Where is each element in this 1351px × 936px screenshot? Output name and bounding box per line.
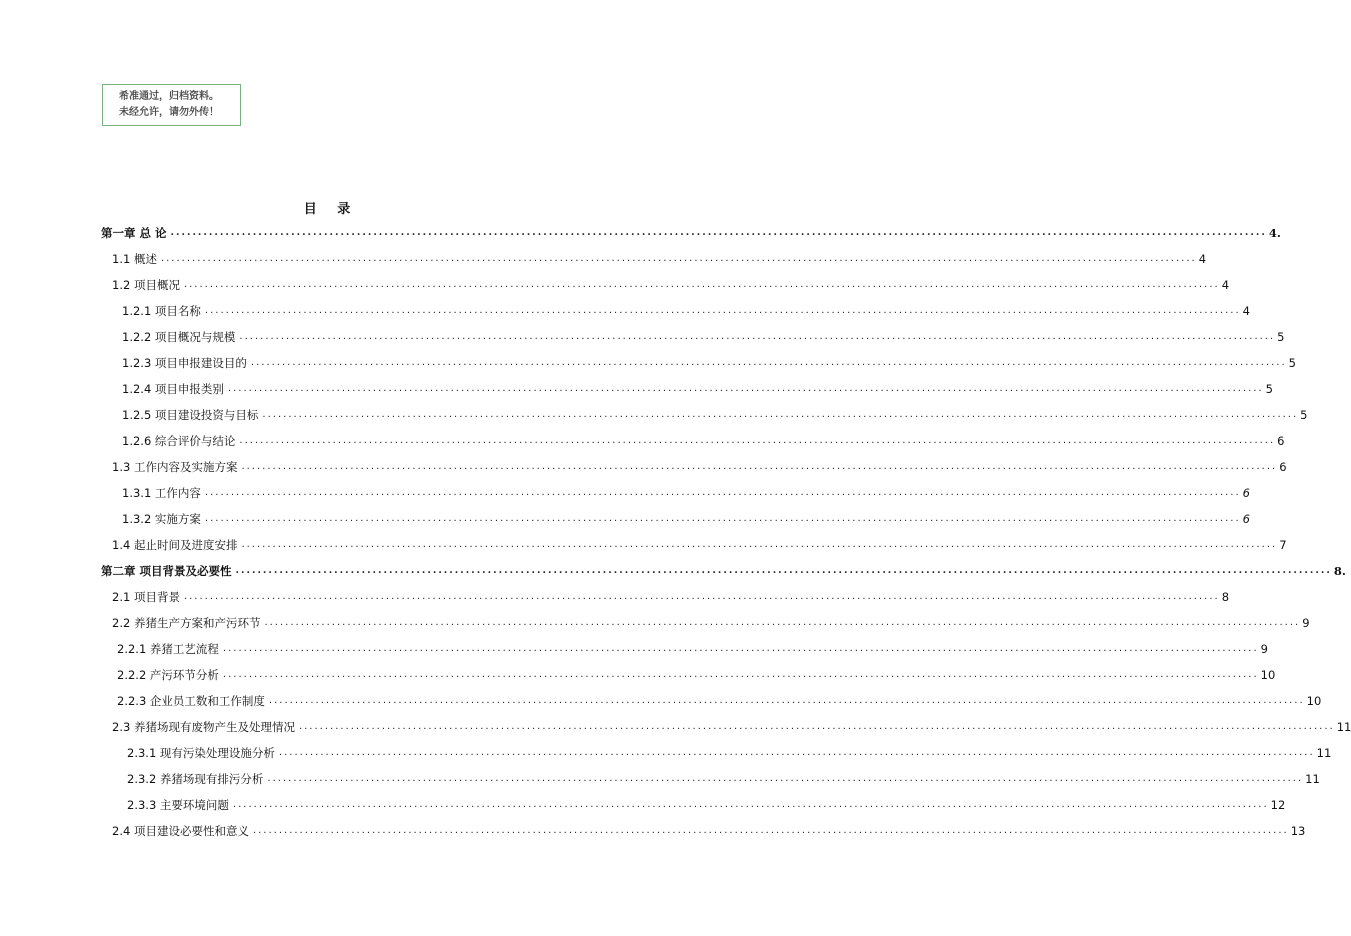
- toc-entry-label: 1.2.2 项目概况与规模: [122, 330, 236, 344]
- toc-entry[interactable]: [112, 251, 1207, 267]
- toc-leader-dots: ........................................................................................................................................................................................................: [204, 487, 1241, 498]
- toc-entry-page: 5: [1277, 330, 1285, 344]
- toc-entry-page: 10: [1306, 694, 1322, 708]
- toc-entry[interactable]: [112, 589, 1230, 605]
- toc-entry[interactable]: [127, 771, 1320, 787]
- toc-leader-dots: ........................................................................................................................................................................................................: [222, 669, 1259, 680]
- toc-entry-page: 6: [1277, 434, 1285, 448]
- toc-entry-label: 第二章 项目背景及必要性: [101, 564, 232, 578]
- toc-entry-page: 4: [1242, 304, 1250, 318]
- toc-entry[interactable]: [101, 225, 1281, 241]
- toc-leader-dots: ........................................................................................................................................................................................................: [235, 565, 1332, 576]
- toc-entry-page: 11: [1336, 720, 1351, 734]
- toc-entry-label: 1.3.1 工作内容: [122, 486, 201, 500]
- toc-title: 目 录: [303, 202, 359, 217]
- toc-entry-label: 1.1 概述: [112, 252, 157, 266]
- toc-entry[interactable]: [117, 641, 1268, 657]
- toc-entry[interactable]: [112, 823, 1306, 839]
- toc-entry-label: 2.2.2 产污环节分析: [117, 668, 219, 682]
- toc-entry[interactable]: [112, 277, 1230, 293]
- toc-entry[interactable]: [101, 563, 1346, 579]
- toc-leader-dots: ........................................................................................................................................................................................................: [239, 435, 1276, 446]
- toc-entry[interactable]: [112, 719, 1351, 735]
- toc-entry-label: 2.1 项目背景: [112, 590, 180, 604]
- toc-entry[interactable]: [127, 797, 1286, 813]
- toc-entry-label: 1.2.1 项目名称: [122, 304, 201, 318]
- toc-entry[interactable]: [122, 407, 1308, 423]
- toc-entry-label: 1.2.3 项目申报建设目的: [122, 356, 247, 370]
- toc-entry-label: 2.4 项目建设必要性和意义: [112, 824, 249, 838]
- toc-leader-dots: ........................................................................................................................................................................................................: [227, 383, 1264, 394]
- toc-entry-label: 1.2.4 项目申报类别: [122, 382, 224, 396]
- stamp-line-1: 希准通过，归档资料。: [119, 91, 219, 102]
- toc-leader-dots: ........................................................................................................................................................................................................: [267, 773, 1304, 784]
- toc-leader-dots: ........................................................................................................................................................................................................: [241, 461, 1278, 472]
- toc-entry-label: 1.4 起止时间及进度安排: [112, 538, 238, 552]
- toc-entry[interactable]: [117, 693, 1322, 709]
- toc-entry-label: 2.3.1 现有污染处理设施分析: [127, 746, 275, 760]
- toc-leader-dots: ........................................................................................................................................................................................................: [250, 357, 1287, 368]
- toc-entry[interactable]: [112, 615, 1310, 631]
- toc-entry-label: 1.2.6 综合评价与结论: [122, 434, 236, 448]
- toc-leader-dots: ........................................................................................................................................................................................................: [262, 409, 1299, 420]
- toc-leader-dots: ........................................................................................................................................................................................................: [204, 305, 1241, 316]
- toc-entry-page: 7: [1279, 538, 1287, 552]
- toc-leader-dots: ........................................................................................................................................................................................................: [204, 513, 1241, 524]
- toc-leader-dots: ........................................................................................................................................................................................................: [264, 617, 1301, 628]
- toc-entry-page: 12: [1270, 798, 1286, 812]
- toc-entry[interactable]: [122, 355, 1296, 371]
- toc-entry-label: 2.3.2 养猪场现有排污分析: [127, 772, 264, 786]
- toc-entry-label: 2.3 养猪场现有废物产生及处理情况: [112, 720, 295, 734]
- toc-leader-dots: ........................................................................................................................................................................................................: [183, 591, 1220, 602]
- toc-entry-label: 1.3 工作内容及实施方案: [112, 460, 238, 474]
- toc-entry-page: 6: [1242, 486, 1250, 500]
- toc-entry-label: 2.3.3 主要环境问题: [127, 798, 229, 812]
- toc-leader-dots: ........................................................................................................................................................................................................: [241, 539, 1278, 550]
- toc-entry[interactable]: [122, 329, 1285, 345]
- toc-entry[interactable]: [122, 485, 1250, 501]
- toc-entry-page: 8: [1221, 590, 1230, 604]
- toc-entry-page: 8.: [1333, 564, 1346, 578]
- toc-entry-page: 6: [1279, 460, 1287, 474]
- toc-entry-page: 5: [1265, 382, 1273, 396]
- toc-entry-label: 1.2 项目概况: [112, 278, 180, 292]
- toc-entry-page: 11: [1316, 746, 1332, 760]
- toc-entry-label: 2.2.3 企业员工数和工作制度: [117, 694, 265, 708]
- toc-entry[interactable]: [122, 511, 1250, 527]
- toc-entry-page: 13: [1290, 824, 1306, 838]
- toc-entry[interactable]: [122, 303, 1250, 319]
- toc-entry[interactable]: [122, 381, 1273, 397]
- toc-leader-dots: ........................................................................................................................................................................................................: [222, 643, 1259, 654]
- toc-leader-dots: ........................................................................................................................................................................................................: [183, 279, 1220, 290]
- toc-entry-page: 5: [1288, 356, 1296, 370]
- toc-entry-page: 6: [1242, 512, 1250, 526]
- toc-entry-page: 4.: [1268, 226, 1281, 240]
- toc-entry-label: 2.2.1 养猪工艺流程: [117, 642, 219, 656]
- toc-entry[interactable]: [122, 433, 1285, 449]
- toc-leader-dots: ........................................................................................................................................................................................................: [160, 253, 1197, 264]
- toc-leader-dots: ........................................................................................................................................................................................................: [239, 331, 1276, 342]
- toc-leader-dots: ........................................................................................................................................................................................................: [252, 825, 1289, 836]
- toc-entry[interactable]: [112, 537, 1287, 553]
- toc-entry-page: 9: [1302, 616, 1310, 630]
- toc-entry-page: 4: [1221, 278, 1230, 292]
- toc-leader-dots: ........................................................................................................................................................................................................: [298, 721, 1335, 732]
- toc-leader-dots: ........................................................................................................................................................................................................: [232, 799, 1269, 810]
- toc-leader-dots: ........................................................................................................................................................................................................: [268, 695, 1305, 706]
- toc-entry[interactable]: [127, 745, 1332, 761]
- toc-entry-page: 9: [1260, 642, 1268, 656]
- toc-entry[interactable]: [112, 459, 1287, 475]
- toc-leader-dots: ........................................................................................................................................................................................................: [170, 227, 1267, 238]
- toc-leader-dots: ........................................................................................................................................................................................................: [278, 747, 1315, 758]
- stamp-line-2: 未经允许，请勿外传！: [119, 107, 219, 118]
- toc-entry-page: 11: [1305, 772, 1320, 786]
- toc-entry-page: 4: [1198, 252, 1207, 266]
- toc-entry-label: 第一章 总 论: [101, 226, 167, 240]
- toc-entry-label: 1.3.2 实施方案: [122, 512, 201, 526]
- toc-entry-page: 10: [1260, 668, 1276, 682]
- approval-stamp: [102, 84, 241, 126]
- toc-entry-label: 2.2 养猪生产方案和产污环节: [112, 616, 261, 630]
- toc-entry-page: 5: [1300, 408, 1308, 422]
- toc-entry-label: 1.2.5 项目建设投资与目标: [122, 408, 259, 422]
- toc-entry[interactable]: [117, 667, 1276, 683]
